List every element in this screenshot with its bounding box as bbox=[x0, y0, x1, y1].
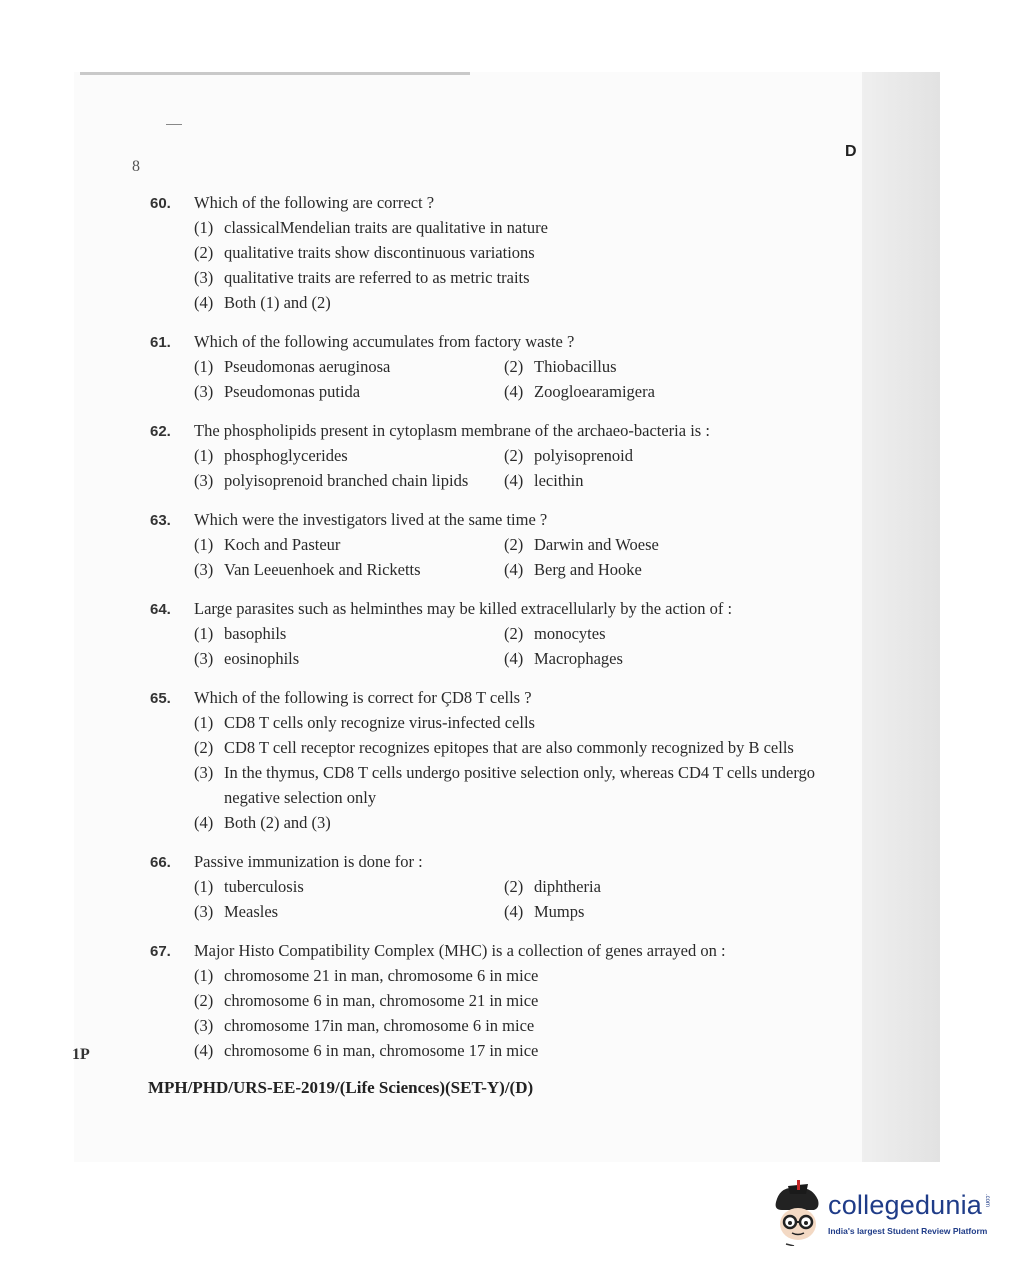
option-number: (1) bbox=[194, 535, 214, 554]
answer-option bbox=[504, 532, 860, 557]
answer-option bbox=[504, 899, 860, 924]
page-number: 8 bbox=[132, 158, 140, 175]
option-number: (2) bbox=[504, 535, 524, 554]
option-number: (1) bbox=[194, 877, 214, 896]
answer-option bbox=[194, 710, 860, 735]
answer-option bbox=[194, 646, 504, 671]
option-number: (4) bbox=[504, 649, 524, 668]
answer-options bbox=[194, 354, 860, 404]
logo-domain: .com bbox=[984, 1194, 990, 1208]
question-64 bbox=[150, 596, 860, 671]
answer-option bbox=[194, 760, 860, 810]
answer-option bbox=[194, 874, 504, 899]
option-text: Koch and Pasteur bbox=[224, 535, 341, 554]
option-number: (3) bbox=[194, 382, 214, 401]
option-text: polyisoprenoid bbox=[534, 446, 633, 465]
question-63 bbox=[150, 507, 860, 582]
question-text: Passive immunization is done for : bbox=[194, 852, 423, 871]
answer-option bbox=[504, 379, 860, 404]
collegedunia-logo[interactable] bbox=[768, 1180, 998, 1250]
option-number: (2) bbox=[194, 243, 214, 262]
answer-option bbox=[194, 215, 860, 240]
mascot-icon bbox=[768, 1180, 826, 1246]
set-letter: D bbox=[845, 143, 857, 160]
question-text: Which of the following are correct ? bbox=[194, 193, 435, 212]
question-61 bbox=[150, 329, 860, 404]
option-text: Pseudomonas putida bbox=[224, 382, 361, 401]
option-number: (2) bbox=[504, 624, 524, 643]
answer-option bbox=[504, 468, 860, 493]
question-number: 65. bbox=[150, 690, 171, 707]
option-text: Macrophages bbox=[534, 649, 623, 668]
option-text: qualitative traits are referred to as metric traits bbox=[224, 268, 530, 287]
option-number: (1) bbox=[194, 713, 214, 732]
answer-options bbox=[194, 874, 860, 924]
question-67 bbox=[150, 938, 860, 1063]
option-text: Pseudomonas aeruginosa bbox=[224, 357, 391, 376]
question-text: The phospholipids present in cytoplasm membrane of the archaeo-bacteria is : bbox=[194, 421, 710, 440]
question-text: Which were the investigators lived at the same time ? bbox=[194, 510, 548, 529]
answer-option bbox=[194, 988, 860, 1013]
option-text: Mumps bbox=[534, 902, 585, 921]
answer-option bbox=[194, 810, 860, 835]
answer-option bbox=[504, 874, 860, 899]
option-number: (2) bbox=[194, 991, 214, 1010]
option-text: phosphoglycerides bbox=[224, 446, 348, 465]
answer-option bbox=[194, 899, 504, 924]
option-number: (3) bbox=[194, 1016, 214, 1035]
answer-option bbox=[194, 557, 504, 582]
question-66 bbox=[150, 849, 860, 924]
answer-option bbox=[194, 265, 860, 290]
question-text: Major Histo Compatibility Complex (MHC) is a collection of genes arrayed on : bbox=[194, 941, 726, 960]
option-text: Both (1) and (2) bbox=[224, 293, 331, 312]
question-list bbox=[150, 190, 860, 1063]
answer-option bbox=[504, 443, 860, 468]
option-number: (3) bbox=[194, 763, 214, 782]
logo-wordmark: collegedunia bbox=[828, 1190, 983, 1220]
option-text: Zoogloearamigera bbox=[534, 382, 655, 401]
answer-option bbox=[194, 735, 860, 760]
option-number: (4) bbox=[504, 471, 524, 490]
question-text: Which of the following is correct for ÇD8 T cells ? bbox=[194, 688, 532, 707]
question-number: 67. bbox=[150, 943, 171, 960]
option-number: (3) bbox=[194, 649, 214, 668]
answer-option bbox=[504, 646, 860, 671]
answer-option bbox=[504, 557, 860, 582]
option-text: chromosome 6 in man, chromosome 21 in mice bbox=[224, 991, 539, 1010]
option-text: CD8 T cell receptor recognizes epitopes that are also commonly recognized by B cells bbox=[224, 738, 794, 757]
answer-options bbox=[194, 710, 860, 835]
question-number: 61. bbox=[150, 334, 171, 351]
option-number: (4) bbox=[504, 902, 524, 921]
option-number: (4) bbox=[504, 382, 524, 401]
question-65 bbox=[150, 685, 860, 835]
option-number: (1) bbox=[194, 966, 214, 985]
question-number: 62. bbox=[150, 423, 171, 440]
question-number: 64. bbox=[150, 601, 171, 618]
question-60 bbox=[150, 190, 860, 315]
answer-option bbox=[194, 354, 504, 379]
question-62 bbox=[150, 418, 860, 493]
option-number: (4) bbox=[194, 293, 214, 312]
option-number: (1) bbox=[194, 624, 214, 643]
option-text: tuberculosis bbox=[224, 877, 304, 896]
option-text: In the thymus, CD8 T cells undergo positive selection only, whereas CD4 T cells undergo negative selection only bbox=[224, 763, 816, 807]
option-number: (1) bbox=[194, 446, 214, 465]
option-number: (3) bbox=[194, 268, 214, 287]
exam-code-footer: MPH/PHD/URS-EE-2019/(Life Sciences)(SET-Y)/(D) bbox=[148, 1078, 534, 1097]
answer-options bbox=[194, 443, 860, 493]
answer-options bbox=[194, 963, 860, 1063]
option-text: Berg and Hooke bbox=[534, 560, 642, 579]
option-text: chromosome 6 in man, chromosome 17 in mice bbox=[224, 1041, 539, 1060]
answer-option bbox=[194, 532, 504, 557]
option-number: (1) bbox=[194, 357, 214, 376]
option-text: Darwin and Woese bbox=[534, 535, 659, 554]
option-text: chromosome 21 in man, chromosome 6 in mice bbox=[224, 966, 539, 985]
option-number: (2) bbox=[504, 357, 524, 376]
answer-option bbox=[194, 443, 504, 468]
answer-option bbox=[194, 379, 504, 404]
option-text: Both (2) and (3) bbox=[224, 813, 331, 832]
option-text: diphtheria bbox=[534, 877, 601, 896]
option-text: Van Leeuenhoek and Ricketts bbox=[224, 560, 421, 579]
answer-option bbox=[194, 1038, 860, 1063]
question-number: 63. bbox=[150, 512, 171, 529]
logo-tagline: India's largest Student Review Platform bbox=[828, 1226, 988, 1236]
page-top-edge bbox=[80, 72, 470, 75]
option-number: (4) bbox=[194, 1041, 214, 1060]
option-number: (1) bbox=[194, 218, 214, 237]
answer-option bbox=[504, 621, 860, 646]
answer-option bbox=[194, 621, 504, 646]
option-number: (4) bbox=[194, 813, 214, 832]
option-number: (3) bbox=[194, 902, 214, 921]
option-text: Measles bbox=[224, 902, 279, 921]
option-text: chromosome 17in man, chromosome 6 in mice bbox=[224, 1016, 535, 1035]
question-number: 66. bbox=[150, 854, 171, 871]
option-text: lecithin bbox=[534, 471, 584, 490]
option-number: (3) bbox=[194, 471, 214, 490]
margin-mark: 1P bbox=[72, 1046, 90, 1063]
answer-option bbox=[194, 1013, 860, 1038]
option-text: eosinophils bbox=[224, 649, 300, 668]
option-text: Thiobacillus bbox=[534, 357, 617, 376]
answer-option bbox=[194, 290, 860, 315]
option-text: qualitative traits show discontinuous variations bbox=[224, 243, 535, 262]
option-number: (4) bbox=[504, 560, 524, 579]
option-text: CD8 T cells only recognize virus-infected cells bbox=[224, 713, 535, 732]
stray-mark bbox=[166, 124, 182, 125]
option-number: (2) bbox=[194, 738, 214, 757]
option-number: (2) bbox=[504, 877, 524, 896]
option-number: (3) bbox=[194, 560, 214, 579]
page-right-edge bbox=[862, 72, 940, 1162]
question-text: Which of the following accumulates from factory waste ? bbox=[194, 332, 575, 351]
answer-options bbox=[194, 215, 860, 315]
option-text: monocytes bbox=[534, 624, 606, 643]
answer-option bbox=[504, 354, 860, 379]
question-number: 60. bbox=[150, 195, 171, 212]
answer-options bbox=[194, 532, 860, 582]
option-text: classicalMendelian traits are qualitative in nature bbox=[224, 218, 548, 237]
option-text: polyisoprenoid branched chain lipids bbox=[224, 471, 469, 490]
question-text: Large parasites such as helminthes may be killed extracellularly by the action of : bbox=[194, 599, 733, 618]
option-number: (2) bbox=[504, 446, 524, 465]
answer-options bbox=[194, 621, 860, 671]
answer-option bbox=[194, 963, 860, 988]
option-text: basophils bbox=[224, 624, 287, 643]
answer-option bbox=[194, 240, 860, 265]
answer-option bbox=[194, 468, 504, 493]
